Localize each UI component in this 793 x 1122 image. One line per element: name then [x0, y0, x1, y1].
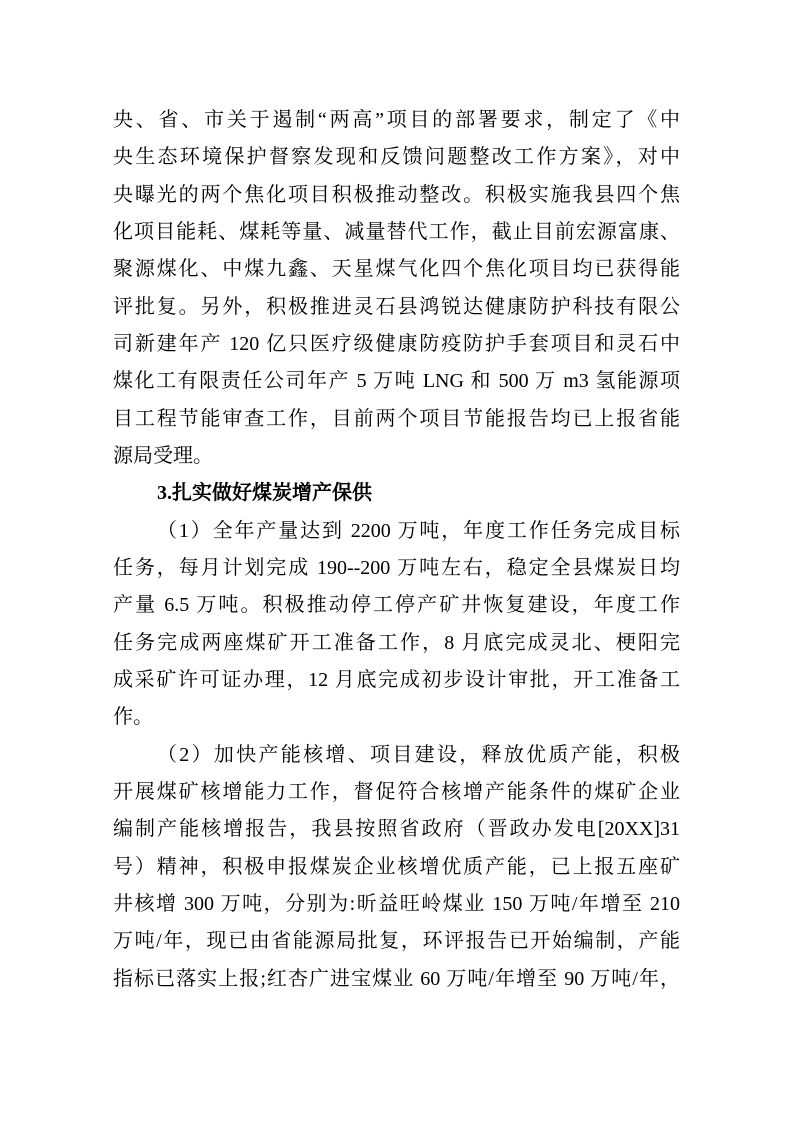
section-heading: 3.扎实做好煤炭增产保供 — [157, 482, 372, 505]
text-line: 司新建年产 120 亿只医疗级健康防疫防护手套项目和灵石中 — [113, 332, 680, 355]
text-line: 煤化工有限责任公司年产 5 万吨 LNG 和 500 万 m3 氢能源项 — [113, 370, 680, 393]
text-line: 任务完成两座煤矿开工准备工作，8 月底完成灵北、梗阳完 — [113, 631, 680, 654]
text-line: 央生态环境保护督察发现和反馈问题整改工作方案》，对中 — [113, 146, 680, 169]
text-line: 万吨/年，现已由省能源局批复，环评报告已开始编制，产能 — [113, 930, 680, 953]
text-line: 化项目能耗、煤耗等量、减量替代工作，截止目前宏源富康、 — [113, 220, 680, 243]
text-line: 源局受理。 — [113, 444, 213, 467]
text-line: 评批复。另外，积极推进灵石县鸿锐达健康防护科技有限公 — [113, 295, 680, 318]
text-line: （1）全年产量达到 2200 万吨，年度工作任务完成目标 — [157, 519, 680, 542]
text-line: 指标已落实上报;红杏广进宝煤业 60 万吨/年增至 90 万吨/年， — [113, 967, 680, 990]
text-line: （2）加快产能核增、项目建设，释放优质产能，积极 — [157, 743, 680, 766]
text-line: 聚源煤化、中煤九鑫、天星煤气化四个焦化项目均已获得能 — [113, 258, 680, 281]
text-line: 开展煤矿核增能力工作，督促符合核增产能条件的煤矿企业 — [113, 780, 680, 803]
text-line: 目工程节能审查工作，目前两个项目节能报告均已上报省能 — [113, 407, 680, 430]
text-line: 编制产能核增报告，我县按照省政府（晋政办发电[20XX]31 — [113, 818, 680, 841]
text-line: 央曝光的两个焦化项目积极推动整改。积极实施我县四个焦 — [113, 183, 680, 206]
text-line: 央、省、市关于遏制“两高”项目的部署要求，制定了《中 — [113, 109, 680, 131]
text-line: 号）精神，积极申报煤炭企业核增优质产能，已上报五座矿 — [113, 855, 680, 878]
text-line: 成采矿许可证办理，12 月底完成初步设计审批，开工准备工 — [113, 668, 680, 691]
text-line: 任务，每月计划完成 190--200 万吨左右，稳定全县煤炭日均 — [113, 556, 680, 579]
text-line: 作。 — [113, 706, 153, 729]
text-line: 井核增 300 万吨，分别为:昕益旺岭煤业 150 万吨/年增至 210 — [113, 892, 680, 915]
document-text-block — [113, 102, 680, 998]
text-line: 产量 6.5 万吨。积极推动停工停产矿井恢复建设，年度工作 — [113, 594, 680, 617]
